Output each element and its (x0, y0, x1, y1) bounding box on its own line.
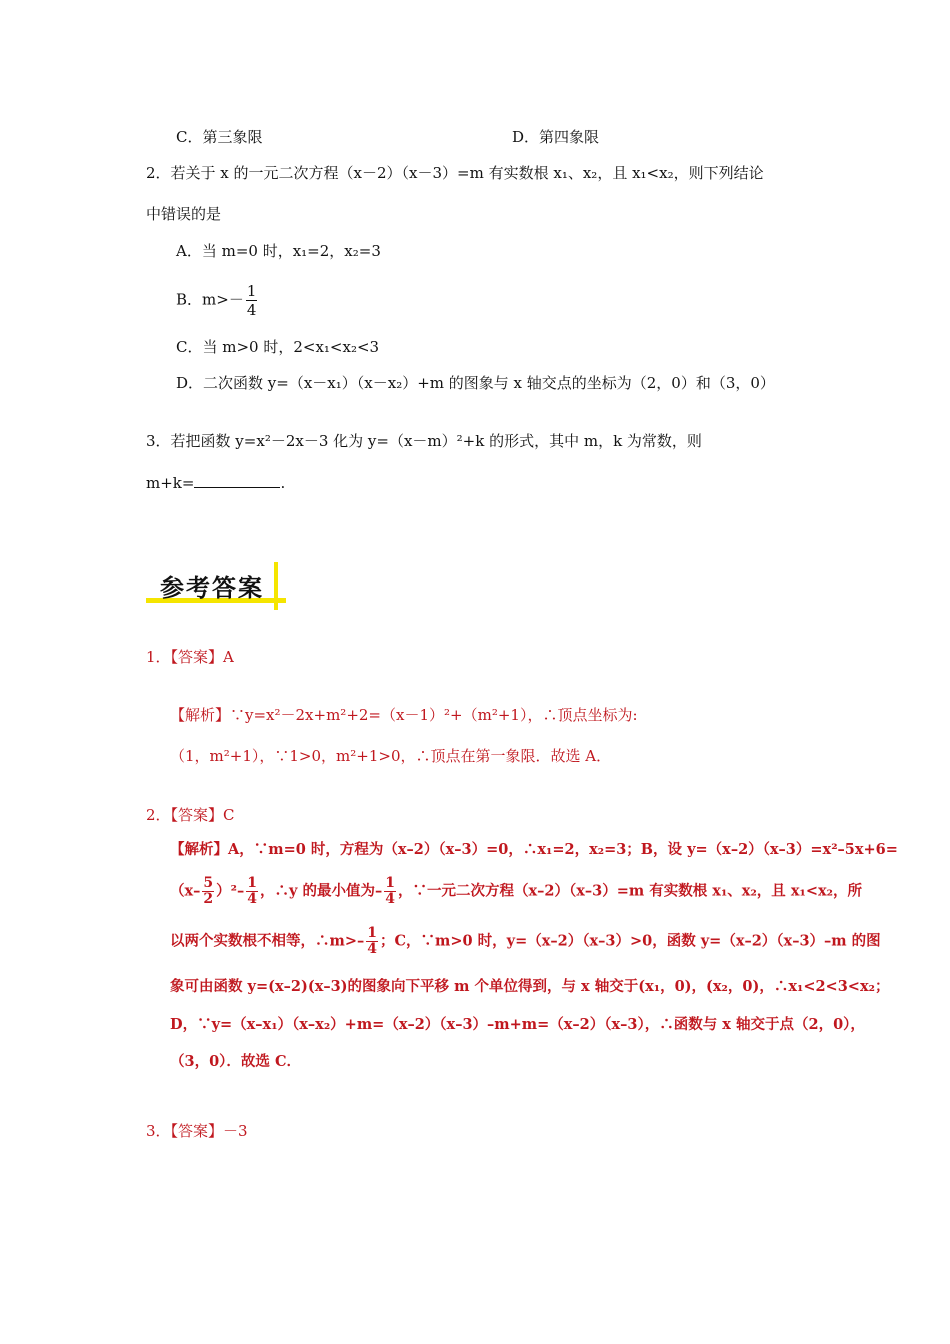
text-segment: ）²– (216, 882, 245, 900)
answer-2-explanation-line4: 象可由函数 y=(x–2)(x–3)的图象向下平移 m 个单位得到，与 x 轴交于(x₁，0)，(x₂，0)，∴x₁<2<3<x₂； (170, 978, 890, 995)
text-segment: ；C，∵m>0 时，y=（x–2）（x–3）>0，函数 y=（x–2）（x–3）–m 的图 (380, 932, 881, 950)
fraction-one-quarter (384, 876, 396, 907)
reference-answer-banner (146, 562, 288, 612)
q3-stem-line2 (146, 472, 285, 494)
q2-stem-line2: 中错误的是 (146, 205, 222, 223)
banner-vertical-bar (274, 562, 278, 610)
fraction-denominator: 4 (247, 891, 258, 907)
fraction-denominator: 4 (367, 941, 377, 957)
answer-3-label: 3．【答案】－3 (146, 1122, 248, 1140)
answer-1-label: 1．【答案】A (146, 648, 234, 666)
q1-option-c: C．第三象限 (176, 128, 263, 146)
q2-option-b-fraction (246, 282, 258, 319)
fraction-denominator: 2 (203, 891, 214, 907)
q1-option-d: D．第四象限 (512, 128, 600, 146)
fraction-numerator: 1 (246, 282, 257, 300)
q2-option-b-prefix: B．m>－ (176, 290, 244, 309)
text-segment: 以两个实数根不相等，∴m>– (170, 932, 365, 950)
text-segment: （x– (170, 882, 201, 900)
fraction-denominator: 4 (246, 301, 257, 319)
fraction-one-quarter (366, 926, 378, 957)
answer-2-explanation-line3 (170, 926, 881, 957)
q3-stem-suffix: . (280, 474, 286, 492)
fraction-numerator: 1 (367, 925, 377, 941)
answer-1-explanation-line2: （1，m²+1），∵1>0，m²+1>0，∴顶点在第一象限．故选 A． (170, 747, 612, 765)
text-segment: ，∵一元二次方程（x–2）（x–3）=m 有实数根 x₁、x₂，且 x₁<x₂，所 (398, 882, 862, 900)
q3-stem-prefix: m+k= (146, 474, 195, 492)
answer-blank (194, 473, 280, 488)
banner-title: 参考答案 (160, 573, 264, 602)
q3-stem-line1: 3．若把函数 y=x²－2x－3 化为 y=（x－m）²+k 的形式，其中 m，k 为常数，则 (146, 432, 702, 450)
answer-2-explanation-line2 (170, 876, 862, 907)
text-segment: ，∴y 的最小值为– (260, 882, 383, 900)
q2-option-c: C．当 m>0 时，2<x₁<x₂<3 (176, 338, 380, 356)
q2-stem-line1: 2．若关于 x 的一元二次方程（x－2）（x－3）=m 有实数根 x₁、x₂，且 x₁<x₂，则下列结论 (146, 164, 764, 182)
answer-2-explanation-line5: D，∵y=（x–x₁）（x–x₂）+m=（x–2）（x–3）–m+m=（x–2）（x–3），∴函数与 x 轴交于点（2，0）， (170, 1016, 865, 1033)
answer-2-explanation-line6: （3，0）．故选 C． (170, 1053, 302, 1070)
answer-2-label: 2．【答案】C (146, 806, 235, 824)
q2-option-d: D．二次函数 y=（x－x₁）（x－x₂）+m 的图象与 x 轴交点的坐标为（2，0）和（3，0） (176, 374, 775, 392)
q2-option-b (176, 282, 259, 319)
fraction-denominator: 4 (385, 891, 395, 907)
fraction-numerator: 5 (203, 875, 214, 891)
answer-2-explanation-line1: 【解析】A，∵m=0 时，方程为（x–2）（x–3）=0，∴x₁=2，x₂=3；B，设 y=（x–2）（x–3）=x²–5x+6= (170, 841, 898, 858)
fraction-five-halves (202, 876, 214, 907)
fraction-one-quarter (246, 876, 258, 907)
fraction-numerator: 1 (247, 875, 258, 891)
answer-1-explanation-line1: 【解析】∵y=x²－2x+m²+2=（x－1）²+（m²+1），∴顶点坐标为: (170, 706, 638, 724)
fraction-numerator: 1 (385, 875, 395, 891)
q2-option-a: A．当 m=0 时，x₁=2，x₂=3 (176, 242, 381, 260)
